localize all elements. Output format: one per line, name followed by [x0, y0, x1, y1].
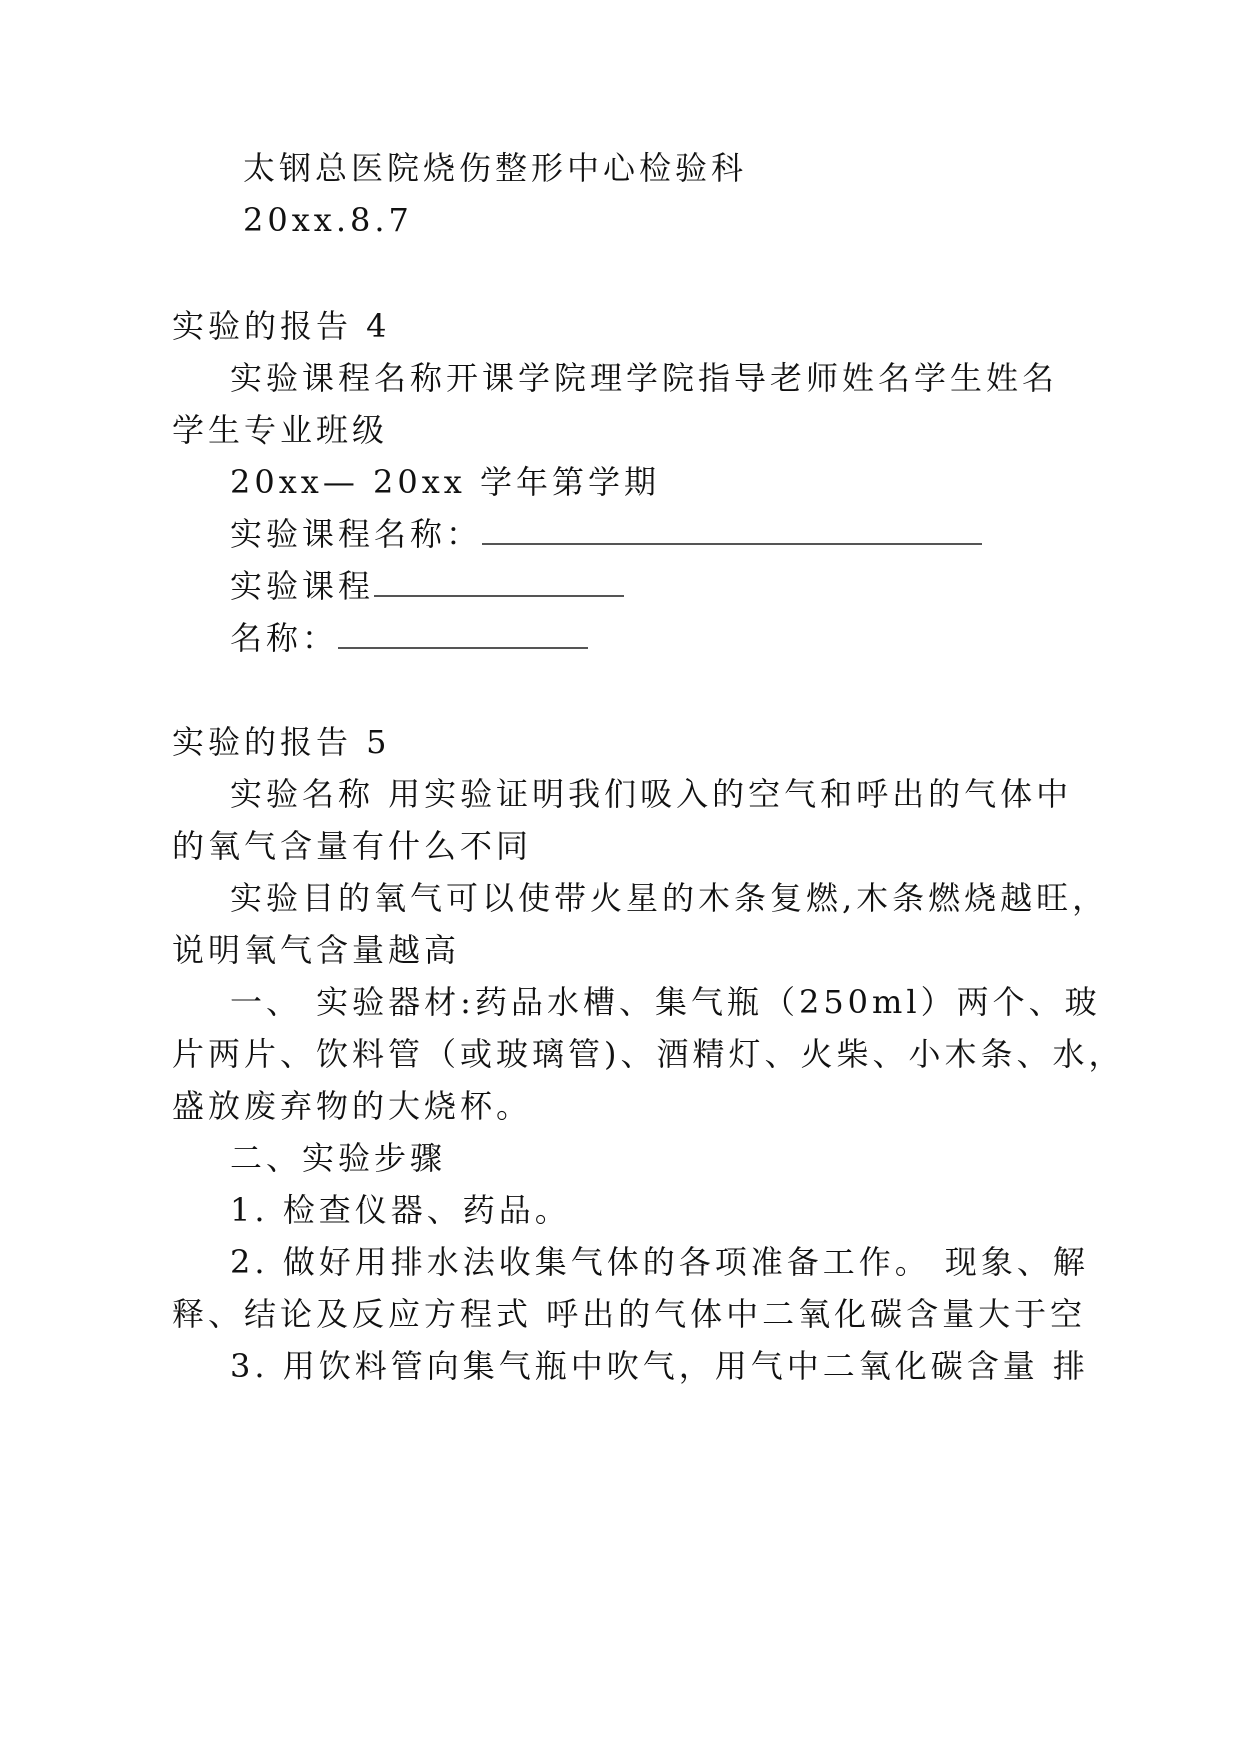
course-name-label: 实验课程名称：	[230, 515, 483, 553]
signature-org: 太钢总医院烧伤整形中心检验科	[243, 149, 748, 187]
report5-paragraph-line: 实验名称 用实验证明我们吸入的空气和呼出的气体中	[230, 775, 1073, 813]
report5-paragraph-line: 盛放废弃物的大烧杯。	[172, 1087, 533, 1125]
report5-paragraph-line: 片两片、饮料管（或玻璃管)、酒精灯、火柴、小木条、水，	[172, 1035, 1125, 1073]
course-blank[interactable]	[374, 567, 624, 597]
step-item: 3. 用饮料管向集气瓶中吹气，用气中二氧化碳含量 排	[230, 1347, 1089, 1385]
report5-paragraph-line: 实验目的氧气可以使带火星的木条复燃,木条燃烧越旺，	[230, 879, 1109, 917]
report5-paragraph-line: 一、 实验器材:药品水槽、集气瓶（250ml）两个、玻	[230, 983, 1101, 1021]
step-item: 释、结论及反应方程式 呼出的气体中二氧化碳含量大于空	[172, 1295, 1087, 1333]
report4-paragraph-line: 学生专业班级	[172, 411, 389, 449]
course-name-field	[230, 514, 982, 554]
course-name-blank[interactable]	[482, 515, 982, 545]
signature-date: 20xx.8.7	[243, 201, 413, 239]
report4-term: 20xx— 20xx 学年第学期	[230, 463, 660, 501]
report5-paragraph-line: 说明氧气含量越高	[172, 931, 461, 969]
step-item: 1. 检查仪器、药品。	[230, 1191, 571, 1229]
course-field	[230, 566, 624, 606]
course-label: 实验课程	[230, 567, 375, 605]
name-blank[interactable]	[338, 619, 588, 649]
report4-paragraph-line: 实验课程名称开课学院理学院指导老师姓名学生姓名	[230, 359, 1059, 397]
name-field	[230, 618, 588, 658]
name-label: 名称：	[230, 619, 339, 657]
report4-title: 实验的报告 4	[172, 307, 391, 345]
step-item: 2. 做好用排水法收集气体的各项准备工作。 现象、解	[230, 1243, 1089, 1281]
report5-title: 实验的报告 5	[172, 723, 391, 761]
report5-paragraph-line: 的氧气含量有什么不同	[172, 827, 533, 865]
steps-heading: 二、实验步骤	[230, 1139, 447, 1177]
